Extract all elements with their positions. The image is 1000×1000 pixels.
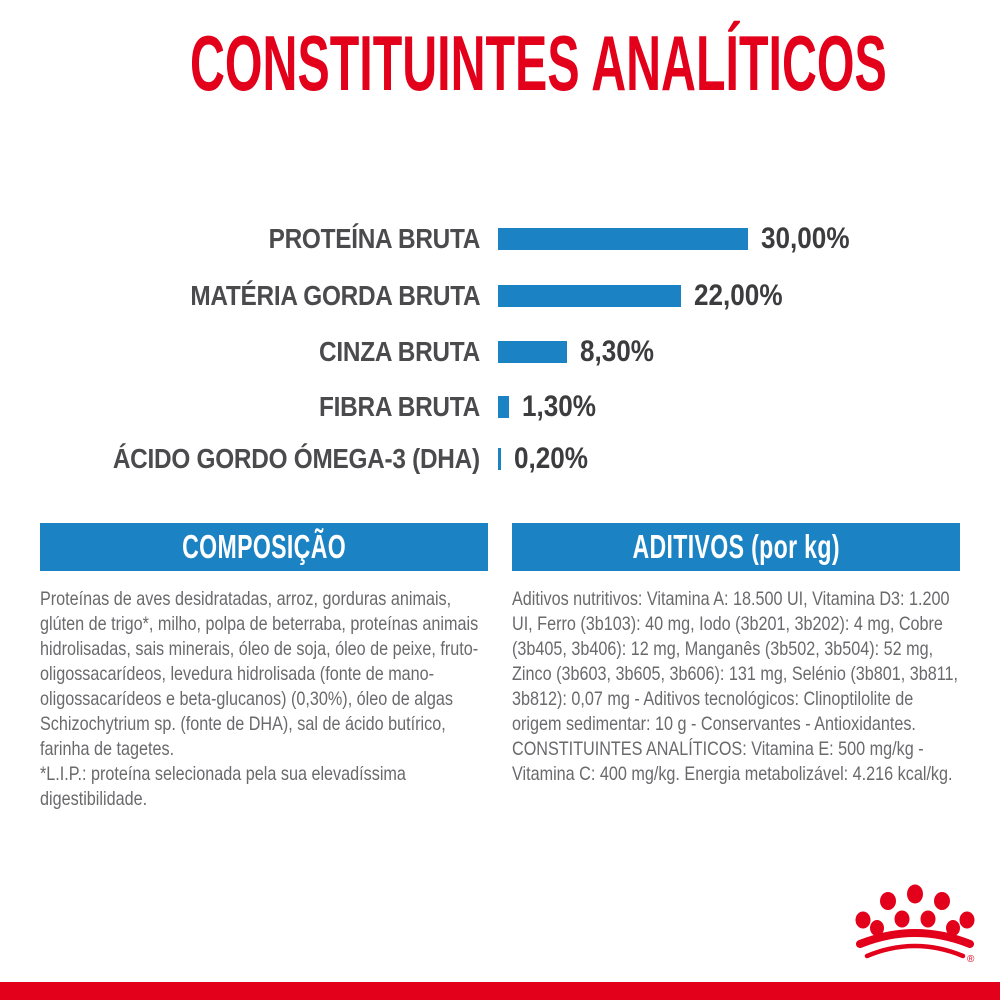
crown-arc-thin	[867, 946, 963, 956]
composition-body-text	[40, 587, 488, 812]
chart-category-label: MATÉRIA GORDA BRUTA	[189, 280, 480, 311]
registered-trademark-symbol: ®	[967, 954, 975, 965]
composition-header-label: COMPOSIÇÃO	[182, 528, 346, 565]
chart-value-label: 0,20%	[514, 442, 589, 475]
chart-category-label: FIBRA BRUTA	[319, 391, 480, 422]
additives-section-header	[512, 523, 960, 571]
page-title: CONSTITUINTES ANALÍTICOS	[190, 19, 887, 107]
chart-category-label: CINZA BRUTA	[319, 336, 480, 367]
composition-section-header	[40, 523, 488, 571]
chart-bar	[498, 228, 748, 250]
chart-value-label: 8,30%	[580, 335, 655, 368]
chart-bar	[498, 285, 681, 307]
chart-category-label: PROTEÍNA BRUTA	[268, 223, 480, 254]
crown-arc-thick	[860, 933, 970, 944]
additives-paragraph: Aditivos nutritivos: Vitamina A: 18.500 UI, Vitamina D3: 1.200 UI, Ferro (3b103): 40 mg, Iodo (3b201, 3b202): 4 mg, Cobre (3b405, 3b406): 12 mg, Manganês (3b502, 3b504): 52 mg, Zinco (3b603, 3b605, 3b606): 131 mg, Selénio (3b801, 3b811, 3b812): 0,07 mg - Aditivos tecnológicos: Clinoptilolite de origem sedimentar: 10 g - Conservantes - Antioxidantes. CONSTITUINTES ANALÍTICOS: Vitamina E: 500 mg/kg - Vitamina C: 400 mg/kg. Energia metabolizável: 4.216 kcal/kg.	[512, 588, 959, 785]
chart-bar	[498, 448, 501, 470]
chart-value-label: 1,30%	[522, 390, 597, 423]
additives-body-text	[512, 587, 960, 787]
chart-bar	[498, 341, 567, 363]
chart-category-label: ÁCIDO GORDO ÓMEGA-3 (DHA)	[113, 443, 480, 474]
bottom-red-bar	[0, 982, 1000, 1000]
royal-canin-crown-logo	[853, 874, 977, 966]
chart-value-label: 30,00%	[761, 222, 850, 255]
composition-paragraph: Proteínas de aves desidratadas, arroz, gorduras animais, glúten de trigo*, milho, polpa de beterraba, proteínas animais hidrolisadas, sais minerais, óleo de soja, óleo de peixe, fruto-oligossacarídeos, levedura hidrolisada (fonte de mano-oligossacarídeos e beta-glucanos) (0,30%), óleo de algas Schizochytrium sp. (fonte de DHA), sal de ácido butírico, farinha de tagetes.	[40, 588, 479, 760]
chart-value-label: 22,00%	[694, 279, 783, 312]
chart-bar	[498, 396, 509, 418]
additives-header-label: ADITIVOS (por kg)	[632, 528, 840, 565]
lip-note: *L.I.P.: proteína selecionada pela sua elevadíssima digestibilidade.	[40, 763, 406, 810]
